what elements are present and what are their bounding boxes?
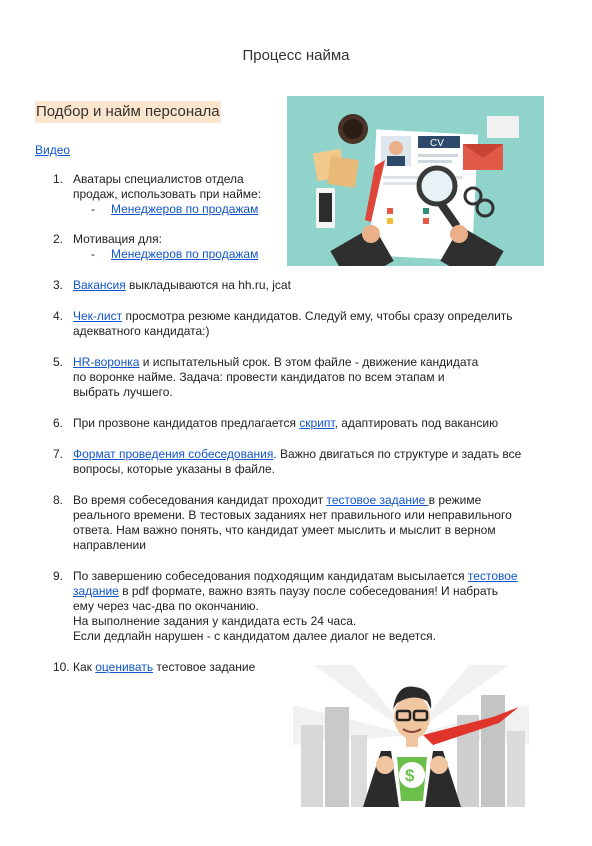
test-task-link[interactable]: тестовое задание — [326, 493, 429, 507]
sales-managers-motivation-link[interactable]: Менеджеров по продажам — [111, 247, 259, 261]
evaluate-link[interactable]: оценивать — [95, 660, 154, 674]
list-item: 9. По завершению собеседования подходящим кандидатам высылается тестовое задание в pdf формате, важно взять паузу после собеседования! И набрать ему через час-два по окончанию. На выполнение задания у кандидата есть 24 часа. Если дедлайн нарушен - с кандидатом далее диалог не ведется. — [53, 569, 518, 643]
list-item: 5. HR-воронка и испытательный срок. В этом файле - движение кандидата по воронке найме. Задача: провести кандидатов по всем этапам и выбрать лучшего. — [53, 355, 479, 399]
vacancy-link[interactable]: Вакансия — [73, 278, 126, 292]
list-item: 2. Мотивация для: - Менеджеров по продажам — [53, 232, 259, 261]
document-title: Процесс найма — [242, 47, 350, 64]
dollar-symbol: $ — [405, 766, 415, 785]
script-link[interactable]: скрипт — [299, 416, 335, 430]
hr-funnel-link[interactable]: HR-воронка — [73, 355, 140, 369]
businessman-illustration — [293, 665, 529, 807]
interview-format-link[interactable]: Формат проведения собеседования — [73, 447, 274, 461]
cv-label: CV — [430, 138, 444, 149]
process-list — [53, 172, 523, 675]
checklist-link[interactable]: Чек-лист — [73, 309, 123, 323]
list-item: 3. Вакансия выкладываются на hh.ru, jcat — [53, 278, 291, 292]
list-item: 6. При прозвоне кандидатов предлагается скрипт, адаптировать под вакансию — [53, 416, 499, 430]
section-heading: Подбор и найм персонала — [35, 101, 221, 123]
list-item: 8. Во время собеседования кандидат проходит тестовое задание в режиме реального времени. В тестовых заданиях нет правильного или неправильного ответа. Нам важно понять, что кандидат умеет мыслить и мыслит в верном направлении — [53, 493, 512, 552]
list-item: 1. Аватары специалистов отдела продаж, использовать при найме: - Менеджеров по продажам — [53, 172, 262, 216]
list-item: 10. Как оценивать тестовое задание — [53, 660, 256, 674]
list-item: 4. Чек-лист просмотра резюме кандидатов. Следуй ему, чтобы сразу определить адекватного кандидата:) — [53, 309, 513, 338]
test-task-pdf-link[interactable]: тестовое задание — [73, 569, 518, 598]
sales-managers-avatars-link[interactable]: Менеджеров по продажам — [111, 202, 259, 216]
list-item: 7. Формат проведения собеседования. Важно двигаться по структуре и задать все вопросы, которые указаны в файле. — [53, 447, 522, 476]
video-link[interactable]: Видео — [35, 143, 71, 157]
